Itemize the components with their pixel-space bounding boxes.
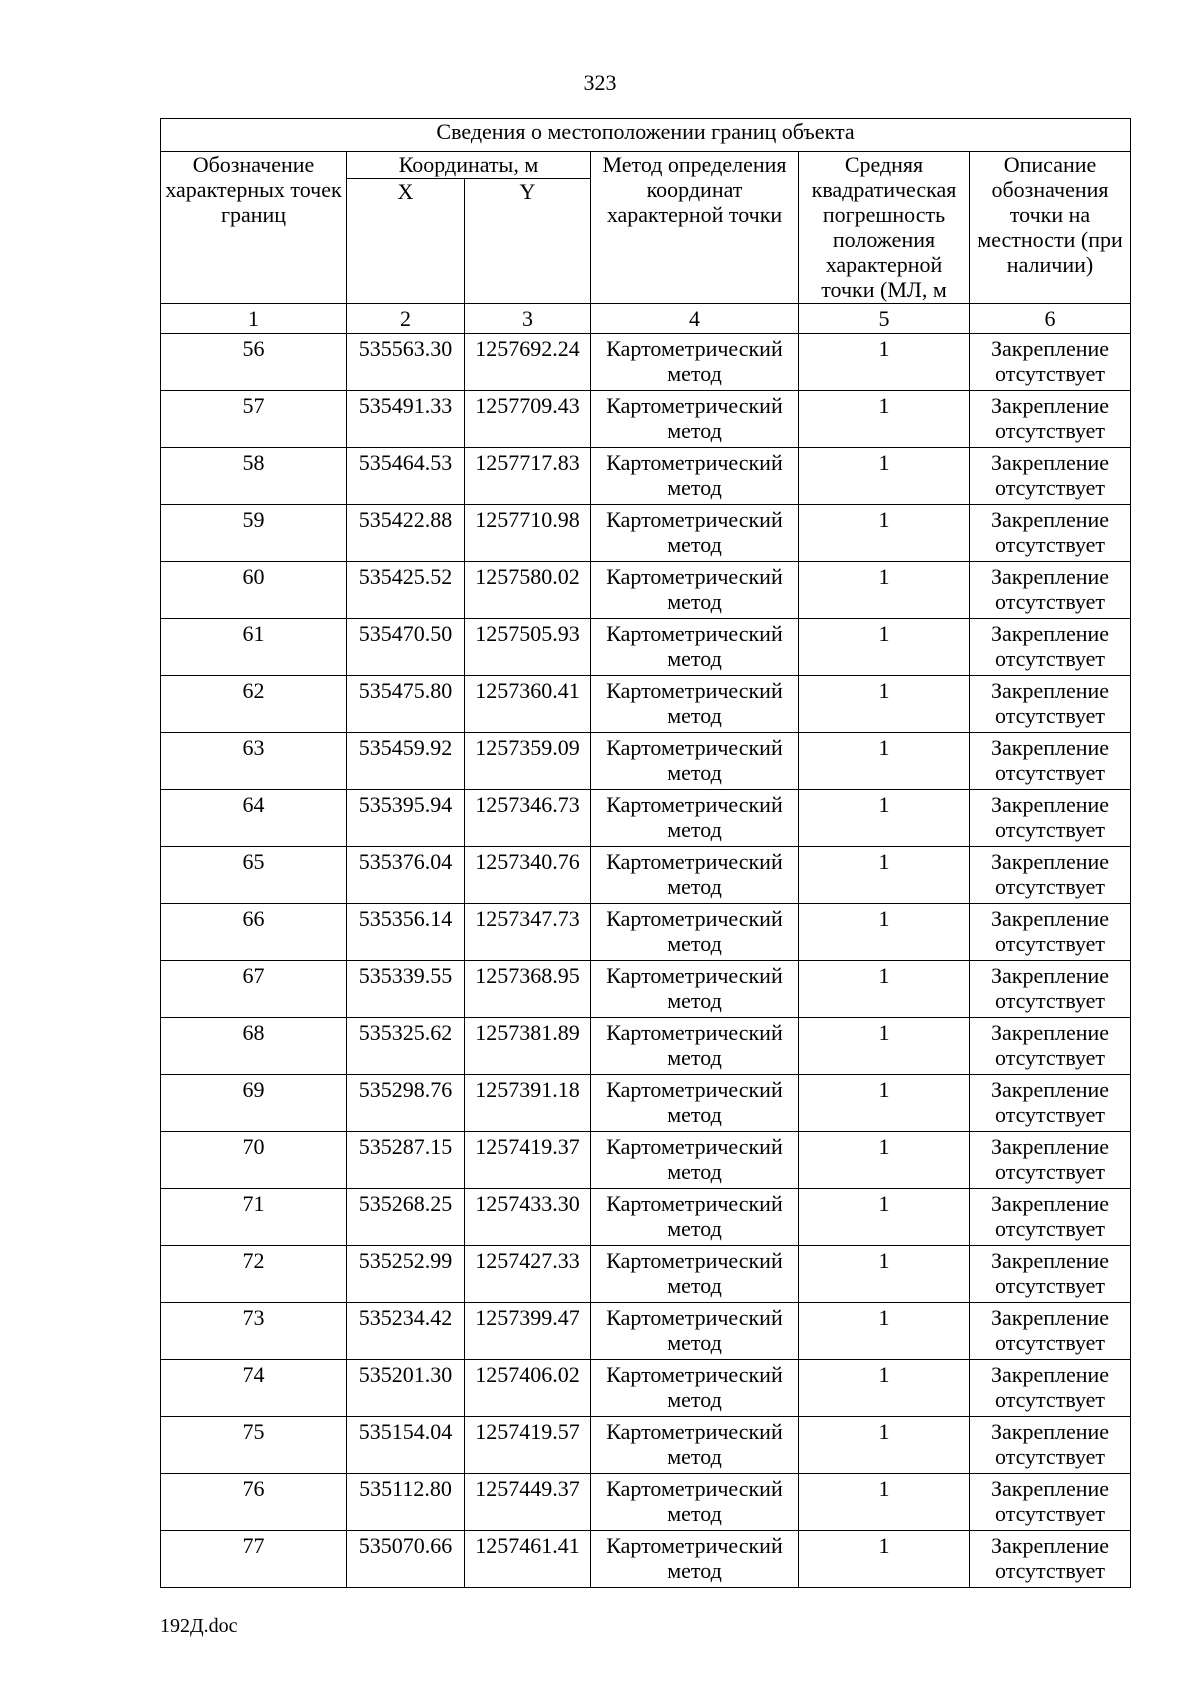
point-cell: 65 xyxy=(161,847,347,904)
x-coordinate-cell: 535234.42 xyxy=(347,1303,465,1360)
method-cell: Картометрический метод xyxy=(591,904,799,961)
table-row xyxy=(161,1531,1131,1588)
error-cell: 1 xyxy=(799,790,970,847)
point-cell: 67 xyxy=(161,961,347,1018)
error-cell: 1 xyxy=(799,1132,970,1189)
table-row xyxy=(161,1075,1131,1132)
method-cell: Картометрический метод xyxy=(591,1075,799,1132)
y-coordinate-cell: 1257433.30 xyxy=(465,1189,591,1246)
y-coordinate-cell: 1257391.18 xyxy=(465,1075,591,1132)
header-x: X xyxy=(347,179,465,304)
error-cell: 1 xyxy=(799,448,970,505)
method-cell: Картометрический метод xyxy=(591,847,799,904)
table-row xyxy=(161,562,1131,619)
error-cell: 1 xyxy=(799,1246,970,1303)
x-coordinate-cell: 535070.66 xyxy=(347,1531,465,1588)
y-coordinate-cell: 1257347.73 xyxy=(465,904,591,961)
table-row xyxy=(161,1189,1131,1246)
error-cell: 1 xyxy=(799,847,970,904)
table-row xyxy=(161,1360,1131,1417)
description-cell: Закрепление отсутствует xyxy=(970,1132,1131,1189)
y-coordinate-cell: 1257461.41 xyxy=(465,1531,591,1588)
point-cell: 63 xyxy=(161,733,347,790)
x-coordinate-cell: 535376.04 xyxy=(347,847,465,904)
x-coordinate-cell: 535475.80 xyxy=(347,676,465,733)
y-coordinate-cell: 1257427.33 xyxy=(465,1246,591,1303)
description-cell: Закрепление отсутствует xyxy=(970,790,1131,847)
description-cell: Закрепление отсутствует xyxy=(970,334,1131,391)
header-desc: Описание обозначения точки на местности (при наличии) xyxy=(970,152,1131,304)
point-cell: 66 xyxy=(161,904,347,961)
file-name-footer: 192Д.doc xyxy=(160,1615,238,1637)
description-cell: Закрепление отсутствует xyxy=(970,733,1131,790)
table-row xyxy=(161,1303,1131,1360)
table-row xyxy=(161,619,1131,676)
method-cell: Картометрический метод xyxy=(591,619,799,676)
error-cell: 1 xyxy=(799,619,970,676)
x-coordinate-cell: 535464.53 xyxy=(347,448,465,505)
error-cell: 1 xyxy=(799,1018,970,1075)
y-coordinate-cell: 1257717.83 xyxy=(465,448,591,505)
method-cell: Картометрический метод xyxy=(591,1189,799,1246)
page-number: 323 xyxy=(583,70,617,95)
method-cell: Картометрический метод xyxy=(591,961,799,1018)
y-coordinate-cell: 1257346.73 xyxy=(465,790,591,847)
description-cell: Закрепление отсутствует xyxy=(970,1075,1131,1132)
y-coordinate-cell: 1257340.76 xyxy=(465,847,591,904)
method-cell: Картометрический метод xyxy=(591,334,799,391)
point-cell: 62 xyxy=(161,676,347,733)
x-coordinate-cell: 535154.04 xyxy=(347,1417,465,1474)
x-coordinate-cell: 535268.25 xyxy=(347,1189,465,1246)
table-row xyxy=(161,790,1131,847)
method-cell: Картометрический метод xyxy=(591,448,799,505)
table-row xyxy=(161,391,1131,448)
header-method: Метод определения координат характерной точки xyxy=(591,152,799,304)
description-cell: Закрепление отсутствует xyxy=(970,1474,1131,1531)
description-cell: Закрепление отсутствует xyxy=(970,1360,1131,1417)
column-number: 3 xyxy=(465,304,591,334)
error-cell: 1 xyxy=(799,1531,970,1588)
point-cell: 60 xyxy=(161,562,347,619)
table-row xyxy=(161,334,1131,391)
y-coordinate-cell: 1257419.37 xyxy=(465,1132,591,1189)
error-cell: 1 xyxy=(799,904,970,961)
description-cell: Закрепление отсутствует xyxy=(970,1018,1131,1075)
column-number: 4 xyxy=(591,304,799,334)
table-row xyxy=(161,904,1131,961)
description-cell: Закрепление отсутствует xyxy=(970,904,1131,961)
table-row xyxy=(161,676,1131,733)
x-coordinate-cell: 535252.99 xyxy=(347,1246,465,1303)
boundary-coordinates-table xyxy=(160,118,1131,1588)
point-cell: 69 xyxy=(161,1075,347,1132)
y-coordinate-cell: 1257449.37 xyxy=(465,1474,591,1531)
x-coordinate-cell: 535470.50 xyxy=(347,619,465,676)
x-coordinate-cell: 535339.55 xyxy=(347,961,465,1018)
column-number: 6 xyxy=(970,304,1131,334)
point-cell: 58 xyxy=(161,448,347,505)
table-row xyxy=(161,847,1131,904)
x-coordinate-cell: 535395.94 xyxy=(347,790,465,847)
y-coordinate-cell: 1257710.98 xyxy=(465,505,591,562)
table-row xyxy=(161,733,1131,790)
point-cell: 68 xyxy=(161,1018,347,1075)
method-cell: Картометрический метод xyxy=(591,1531,799,1588)
point-cell: 74 xyxy=(161,1360,347,1417)
column-number: 1 xyxy=(161,304,347,334)
x-coordinate-cell: 535287.15 xyxy=(347,1132,465,1189)
description-cell: Закрепление отсутствует xyxy=(970,1246,1131,1303)
method-cell: Картометрический метод xyxy=(591,1132,799,1189)
header-y: Y xyxy=(465,179,591,304)
error-cell: 1 xyxy=(799,676,970,733)
y-coordinate-cell: 1257381.89 xyxy=(465,1018,591,1075)
method-cell: Картометрический метод xyxy=(591,790,799,847)
error-cell: 1 xyxy=(799,1303,970,1360)
point-cell: 56 xyxy=(161,334,347,391)
y-coordinate-cell: 1257419.57 xyxy=(465,1417,591,1474)
description-cell: Закрепление отсутствует xyxy=(970,1417,1131,1474)
point-cell: 71 xyxy=(161,1189,347,1246)
error-cell: 1 xyxy=(799,733,970,790)
description-cell: Закрепление отсутствует xyxy=(970,505,1131,562)
y-coordinate-cell: 1257368.95 xyxy=(465,961,591,1018)
x-coordinate-cell: 535298.76 xyxy=(347,1075,465,1132)
description-cell: Закрепление отсутствует xyxy=(970,448,1131,505)
x-coordinate-cell: 535491.33 xyxy=(347,391,465,448)
description-cell: Закрепление отсутствует xyxy=(970,1531,1131,1588)
table-row xyxy=(161,1417,1131,1474)
description-cell: Закрепление отсутствует xyxy=(970,961,1131,1018)
method-cell: Картометрический метод xyxy=(591,676,799,733)
description-cell: Закрепление отсутствует xyxy=(970,847,1131,904)
method-cell: Картометрический метод xyxy=(591,1474,799,1531)
point-cell: 73 xyxy=(161,1303,347,1360)
column-number: 5 xyxy=(799,304,970,334)
y-coordinate-cell: 1257505.93 xyxy=(465,619,591,676)
x-coordinate-cell: 535422.88 xyxy=(347,505,465,562)
x-coordinate-cell: 535356.14 xyxy=(347,904,465,961)
error-cell: 1 xyxy=(799,391,970,448)
method-cell: Картометрический метод xyxy=(591,391,799,448)
description-cell: Закрепление отсутствует xyxy=(970,676,1131,733)
y-coordinate-cell: 1257359.09 xyxy=(465,733,591,790)
x-coordinate-cell: 535563.30 xyxy=(347,334,465,391)
x-coordinate-cell: 535325.62 xyxy=(347,1018,465,1075)
error-cell: 1 xyxy=(799,1360,970,1417)
x-coordinate-cell: 535201.30 xyxy=(347,1360,465,1417)
method-cell: Картометрический метод xyxy=(591,1303,799,1360)
method-cell: Картометрический метод xyxy=(591,505,799,562)
header-point: Обозначение характерных точек границ xyxy=(161,152,347,304)
table-row xyxy=(161,1474,1131,1531)
point-cell: 76 xyxy=(161,1474,347,1531)
method-cell: Картометрический метод xyxy=(591,1018,799,1075)
table-row xyxy=(161,505,1131,562)
column-number: 2 xyxy=(347,304,465,334)
method-cell: Картометрический метод xyxy=(591,1417,799,1474)
method-cell: Картометрический метод xyxy=(591,562,799,619)
x-coordinate-cell: 535112.80 xyxy=(347,1474,465,1531)
point-cell: 57 xyxy=(161,391,347,448)
table-row xyxy=(161,1018,1131,1075)
error-cell: 1 xyxy=(799,505,970,562)
error-cell: 1 xyxy=(799,961,970,1018)
description-cell: Закрепление отсутствует xyxy=(970,1189,1131,1246)
point-cell: 70 xyxy=(161,1132,347,1189)
y-coordinate-cell: 1257360.41 xyxy=(465,676,591,733)
error-cell: 1 xyxy=(799,1189,970,1246)
method-cell: Картометрический метод xyxy=(591,1360,799,1417)
method-cell: Картометрический метод xyxy=(591,1246,799,1303)
point-cell: 75 xyxy=(161,1417,347,1474)
error-cell: 1 xyxy=(799,334,970,391)
description-cell: Закрепление отсутствует xyxy=(970,391,1131,448)
y-coordinate-cell: 1257406.02 xyxy=(465,1360,591,1417)
point-cell: 59 xyxy=(161,505,347,562)
point-cell: 61 xyxy=(161,619,347,676)
description-cell: Закрепление отсутствует xyxy=(970,619,1131,676)
y-coordinate-cell: 1257399.47 xyxy=(465,1303,591,1360)
table-row xyxy=(161,448,1131,505)
x-coordinate-cell: 535459.92 xyxy=(347,733,465,790)
header-coords: Координаты, м xyxy=(347,152,591,179)
point-cell: 77 xyxy=(161,1531,347,1588)
table-title: Сведения о местоположении границ объекта xyxy=(161,119,1131,152)
y-coordinate-cell: 1257692.24 xyxy=(465,334,591,391)
description-cell: Закрепление отсутствует xyxy=(970,562,1131,619)
error-cell: 1 xyxy=(799,1075,970,1132)
header-error: Средняя квадратическая погрешность положения характерной точки (МЛ, м xyxy=(799,152,970,304)
x-coordinate-cell: 535425.52 xyxy=(347,562,465,619)
description-cell: Закрепление отсутствует xyxy=(970,1303,1131,1360)
error-cell: 1 xyxy=(799,1474,970,1531)
method-cell: Картометрический метод xyxy=(591,733,799,790)
point-cell: 72 xyxy=(161,1246,347,1303)
table-row xyxy=(161,961,1131,1018)
y-coordinate-cell: 1257709.43 xyxy=(465,391,591,448)
y-coordinate-cell: 1257580.02 xyxy=(465,562,591,619)
table-row xyxy=(161,1246,1131,1303)
table-row xyxy=(161,1132,1131,1189)
error-cell: 1 xyxy=(799,562,970,619)
point-cell: 64 xyxy=(161,790,347,847)
table-body xyxy=(161,334,1131,1588)
error-cell: 1 xyxy=(799,1417,970,1474)
